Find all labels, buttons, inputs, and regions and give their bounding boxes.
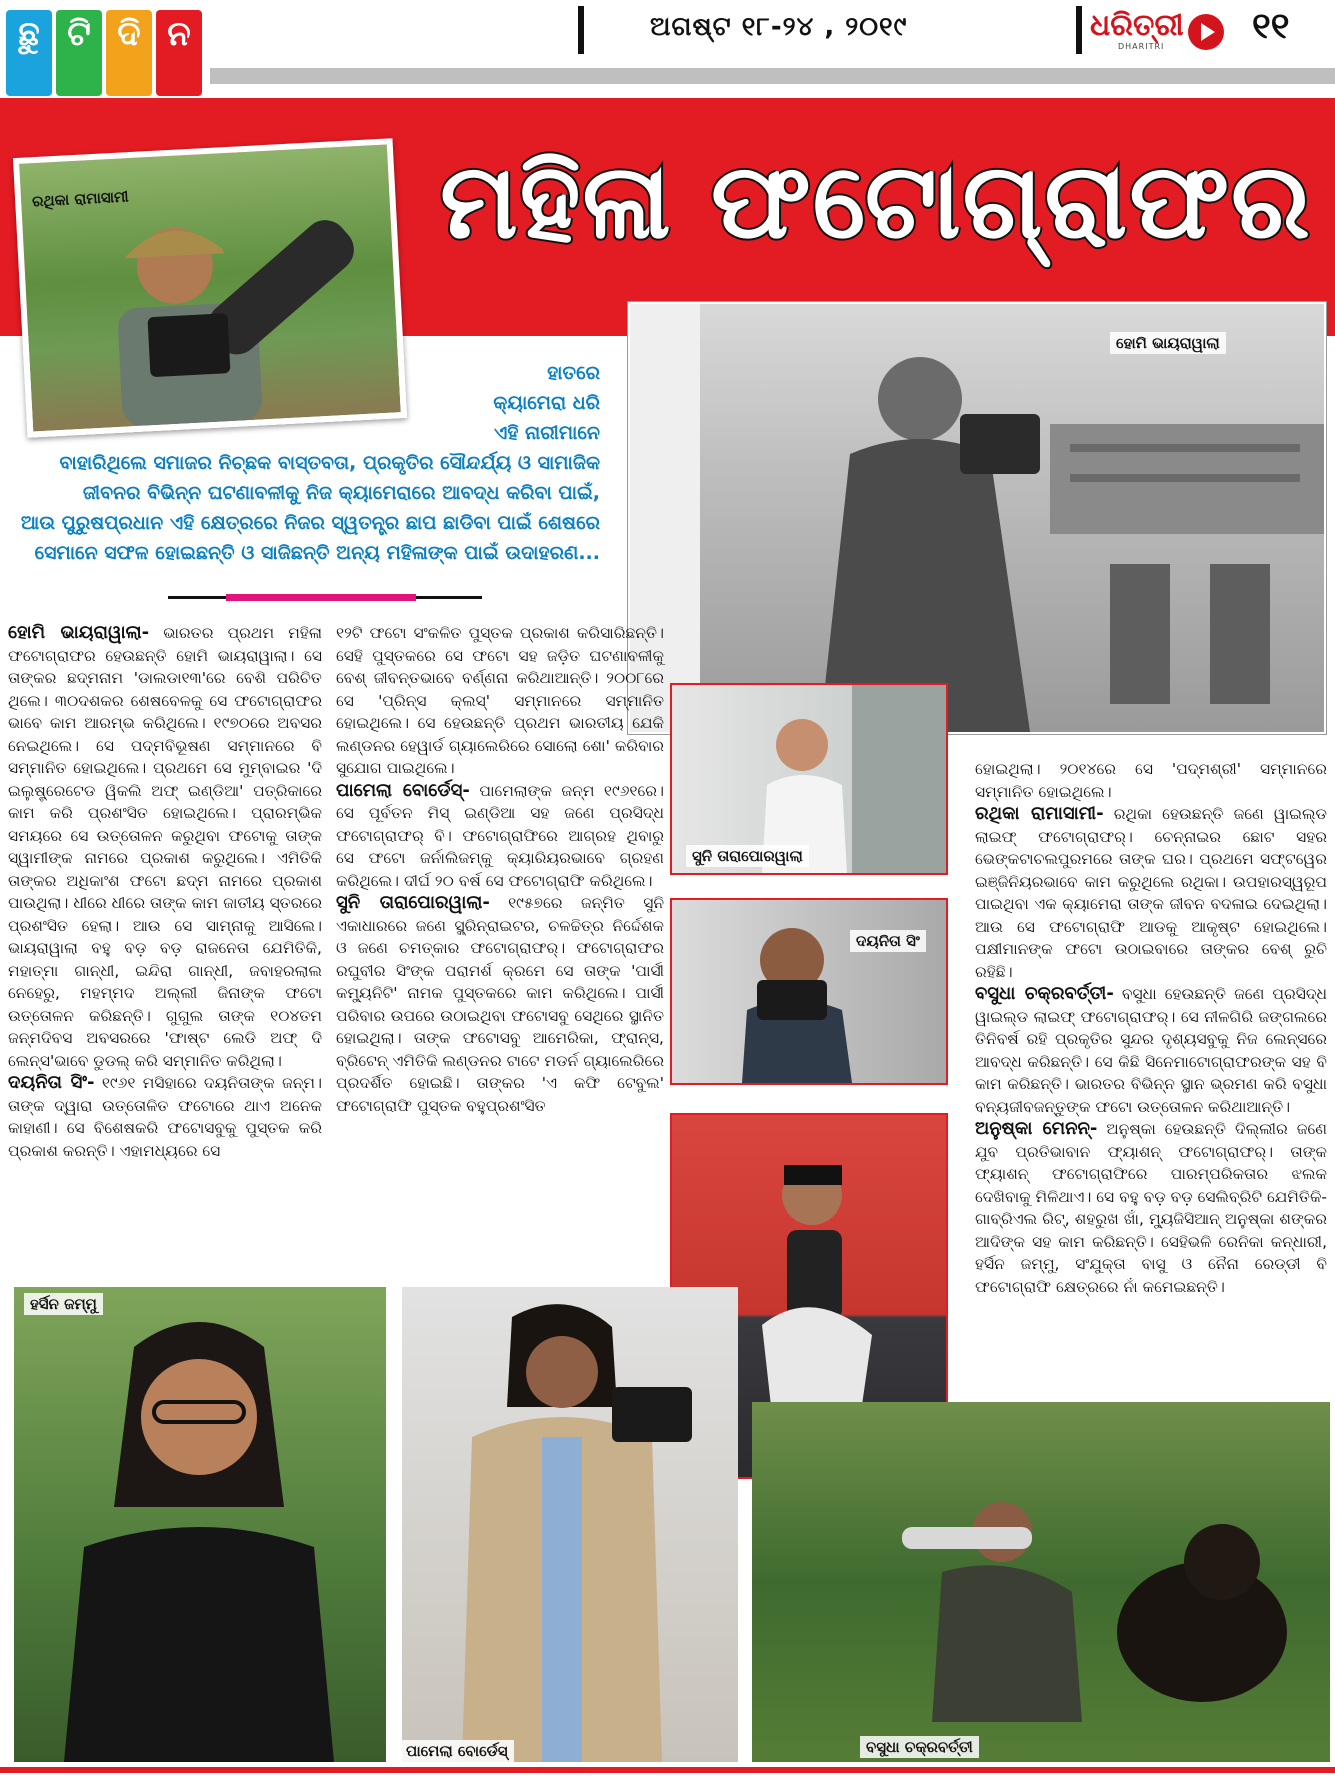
photo-harsheen: [14, 1287, 386, 1762]
photo-harsheen-art: [14, 1287, 386, 1762]
logo-letter: ଟି: [56, 10, 102, 96]
profile-name-pamela: ପାମେଲା ବୋର୍ଡେସ୍-: [336, 779, 470, 801]
intro-line: ଆଉ ପୁରୁଷପ୍ରଧାନ ଏହି କ୍ଷେତ୍ରରେ ନିଜର ସ୍ୱତନ୍ତ୍ର ଛାପ ଛାଡିବା ପାଇଁ ଶେଷରେ: [20, 512, 600, 534]
publication-brand-sub: DHARITRI: [1118, 42, 1165, 51]
caption-dayanita: ଦୟନିତା ସିଂ: [850, 930, 926, 952]
logo-letter: ଦି: [106, 10, 152, 96]
intro-line: ସେମାନେ ସଫଳ ହୋଇଛନ୍ତି ଓ ସାଜିଛନ୍ତି ଅନ୍ୟ ମହିଳାଙ୍କ ପାଇଁ ଉଦାହରଣ...: [34, 542, 600, 564]
profile-name-homai: ହୋମି ଭାୟରାୱାଲା-: [8, 622, 150, 643]
profile-name-sooni: ସୁନି ତାରାପୋରୱାଲା-: [336, 892, 490, 913]
issue-date: ଅଗଷ୍ଟ ୧୮-୨୪ , ୨୦୧୯: [650, 12, 908, 42]
photo-homai: [628, 302, 1326, 734]
bottom-rule: [0, 1767, 1335, 1773]
profile-text-rathika: ରଥିକା ହେଉଛନ୍ତି ଜଣେ ୱାଇଲ୍ଡ ଲାଇଫ୍ ଫଟୋଗ୍ରାଫର୍। ଚେନ୍ନାଇର ଛୋଟ ସହର ଭେଙ୍କଟାଚଲପୁରମରେ ତାଙ୍କ ଘର। ପ୍ରଥମେ ସଫ୍ଟୱେର ଇଞ୍ଜିନିୟରଭାବେ କାମ କରୁଥିଲେ ରଥିକା। ଉପହାରସ୍ୱରୂପ ପାଇଥିବା ଏକ କ୍ୟାମେରା ତାଙ୍କ ଜୀବନ ବଦଳାଇ ଦେଇଥିଲା। ଆଉ ସେ ଫଟୋଗ୍ରାଫି ଆଡକୁ ଆକୃଷ୍ଟ ହୋଇଥିଲେ। ପକ୍ଷୀମାନଙ୍କ ଫଟୋ ଉଠାଇବାରେ ତାଙ୍କର ବେଶ୍ ରୁଚି ରହିଛି।: [975, 805, 1328, 981]
profile-text-sooni-cont: ହୋଇଥିଲା। ୨୦୧୪ରେ ସେ 'ପଦ୍ମଶ୍ରୀ' ସମ୍ମାନରେ ସମ୍ମାନିତ ହୋଇଥିଲେ।: [975, 760, 1327, 801]
caption-sooni: ସୁନି ତାରାପୋରୱାଲା: [686, 845, 809, 867]
intro-divider-accent: [226, 594, 416, 601]
intro-line: ହାତରେ: [547, 362, 600, 384]
intro-line: କ୍ୟାମେରା ଧରି: [493, 392, 600, 414]
publication-brand: ଧରିତ୍ରୀ: [1090, 8, 1184, 43]
profile-text-dayanita: ୧୯୬୧ ମସିହାରେ ଦୟନିତାଙ୍କ ଜନ୍ମ। ତାଙ୍କ ଦ୍ୱାରା ଉତ୍ତୋଳିତ ଫଟୋରେ ଥାଏ ଅନେକ କାହାଣୀ। ସେ ବିଶେଷକରି ଫଟୋସବୁକୁ ପୁସ୍ତକ କରି ପ୍ରକାଶ କରନ୍ତି। ଏହାମଧ୍ୟରେ ସେ: [8, 1074, 322, 1160]
intro-text: [10, 358, 600, 568]
caption-rathika: ରଥିକା ରାମାସାମୀ: [31, 187, 129, 211]
profile-name-vasudha: ବସୁଧା ଚକ୍ରବର୍ତ୍ତୀ-: [975, 983, 1114, 1004]
profile-text-sooni: ୧୯୫୭ରେ ଜନ୍ମିତ ସୁନି ଏକାଧାରରେ ଜଣେ ସ୍କ୍ରିନ୍‌ରାଇଟର, ଚଳଚ୍ଚିତ୍ର ନିର୍ଦ୍ଦେଶକ ଓ ଜଣେ ଚମତ୍କାର ଫଟୋଗ୍ରାଫର୍। ଫଟୋଗ୍ରାଫର ରଘୁବୀର ସିଂଙ୍କ ପରାମର୍ଶ କ୍ରମେ ସେ ତାଙ୍କ 'ପାର୍ସୀ କମ୍ୟୁନିଟି' ନାମକ ପୁସ୍ତକରେ କାମ କରିଥିଲେ। ପାର୍ସୀ ପରିବାର ଉପରେ ଉଠାଇଥିବା ଫଟୋସବୁ ସେଥିରେ ସ୍ଥାନିତ ହୋଇଥିଲା। ତାଙ୍କ ଫଟୋସବୁ ଆମେରିକା, ଫ୍ରାନ୍ସ, ବ୍ରିଟେନ୍ ଏମିତିକି ଲଣ୍ଡନର ଟାଟେ ମଡର୍ନ ଗ୍ୟାଲେରିରେ ପ୍ରଦର୍ଶିତ ହୋଇଛି। ତାଙ୍କର 'ଏ କଫି ଟେବୁଲ' ଫଟୋଗ୍ରାଫି ପୁସ୍ତକ ବହୁପ୍ରଶଂସିତ: [336, 894, 664, 1115]
caption-homai: ହୋମି ଭାୟରାୱାଲା: [1110, 332, 1226, 354]
profile-name-rathika: ରଥିକା ରାମାସାମୀ-: [975, 803, 1104, 824]
section-logo: [6, 0, 216, 100]
photo-pamela-art: [402, 1287, 738, 1762]
profile-text-anushka: ଅନୁଷ୍କା ହେଉଛନ୍ତି ଦିଲ୍ଲୀର ଜଣେ ଯୁବ ପ୍ରତିଭାବାନ ଫ୍ୟାଶନ୍ ଫଟୋଗ୍ରାଫର୍। ତାଙ୍କ ଫ୍ୟାଶନ୍ ଫଟୋଗ୍ରାଫିରେ ପାରମ୍ପରିକତାର ଝଲକ ଦେଖିବାକୁ ମିଳିଥାଏ। ସେ ବହୁ ବଡ଼ ବଡ଼ ସେଲିବ୍ରିଟି ଯେମିତିକି- ଗାବ୍ରିଏଲ ରିଟ୍, ଶହରୁଖ ଖାଁ, ମ୍ୟୁଜିସିଆନ୍ ଅନୁଷ୍କା ଶଙ୍କର ଆଦିଙ୍କ ସହ କାମ କରିଛନ୍ତି। ସେହିଭଳି ରେନିକା କନ୍ଧାରୀ, ହର୍ସିନ ଜମ୍ମୁ, ସଂଯୁକ୍ତା ବାସୁ ଓ ନୈନା ରେଡ୍ଡୀ ବି ଫଟୋଗ୍ରାଫି କ୍ଷେତ୍ରରେ ନାଁ କମେଇଛନ୍ତି।: [975, 1120, 1327, 1296]
article-column-2: [336, 622, 664, 1117]
logo-letter: ଛୁ: [6, 10, 52, 96]
intro-line: ଏହି ନାରୀମାନେ: [493, 422, 600, 444]
masthead-divider: [1076, 6, 1082, 54]
photo-dayanita-art: [672, 900, 946, 1083]
masthead-band: [210, 68, 1335, 84]
caption-harsheen: ହର୍ସିନ ଜମ୍ମୁ: [24, 1293, 103, 1315]
article-column-1: [8, 622, 322, 1162]
caption-vasudha: ବସୁଧା ଚକ୍ରବର୍ତ୍ତୀ: [860, 1736, 979, 1758]
profile-name-dayanita: ଦୟନିତା ସିଂ-: [8, 1072, 95, 1093]
photo-homai-art: [630, 304, 1324, 732]
article-column-3: [975, 758, 1327, 1298]
profile-text-homai: ଭାରତର ପ୍ରଥମ ମହିଳା ଫଟୋଗ୍ରାଫର ହେଉଛନ୍ତି ହୋମି ଭାୟରାୱାଲା। ସେ ତାଙ୍କର ଛଦ୍ମନାମ 'ଡାଲଡା୧୩'ରେ ବେଶି ପରିଚିତ ଥିଲେ। ୩୦ଦଶକର ଶେଷବେଳକୁ ସେ ଫଟୋଗ୍ରାଫର ଭାବେ କାମ ଆରମ୍ଭ କରିଥିଲେ। ୧୯୭୦ରେ ଅବସର ନେଇଥିଲେ। ସେ ପଦ୍ମବିଭୂଷଣ ସମ୍ମାନରେ ବି ସମ୍ମାନିତ ହୋଇଥିଲେ। ପ୍ରଥମେ ସେ ମୁମ୍ବାଇର 'ଦି ଇଲୁଷ୍ଟ୍ରେଟେଡ ୱିକଲି ଅଫ୍ ଇଣ୍ଡିଆ' ପତ୍ରିକାରେ କାମ କରି ପ୍ରଶଂସିତ ହୋଇଥିଲେ। ପ୍ରାରମ୍ଭିକ ସମୟରେ ସେ ଉତ୍ତୋଳନ କରୁଥିବା ଫଟୋକୁ ତାଙ୍କ ସ୍ୱାମୀଙ୍କ ନାମରେ ପ୍ରକାଶ କରୁଥିଲେ। ଏମିତିକି ତାଙ୍କର ଅଧିକାଂଶ ଫଟୋ ଛଦ୍ମ ନାମରେ ପ୍ରକାଶ ପାଉଥିଲା। ଧୀରେ ଧୀରେ ତାଙ୍କ କାମ ଜାତୀୟ ସ୍ତରରେ ପ୍ରଶଂସିତ ହେଲା। ଆଉ ସେ ସାମ୍ନାକୁ ଆସିଲେ। ଭାୟରାୱାଲା ବହୁ ବଡ଼ ବଡ଼ ରାଜନେତା ଯେମିତିକି, ମହାତ୍ମା ଗାନ୍ଧୀ, ଇନ୍ଦିରା ଗାନ୍ଧୀ, ଜବାହରଲାଲ ନେହେରୁ, ମହମ୍ମଦ ଅଲ୍ଲୀ ଜିନାଙ୍କ ଫଟୋ ଉତ୍ତୋଳନ କରିଛନ୍ତି। ଗୁଗୁଲ ତାଙ୍କ ୧୦୪ତମ ଜନ୍ମଦିବସ ଅବସରରେ 'ଫାଷ୍ଟ ଲେଡି ଅଫ୍ ଦି ଲେନ୍ସ'ଭାବେ ଡୁଡଲ୍ କରି ସମ୍ମାନିତ କରିଥିଲା।: [8, 624, 322, 1070]
caption-pamela: ପାମେଲା ବୋର୍ଡେସ୍: [400, 1740, 514, 1762]
profile-name-anushka: ଅନୁଷ୍କା ମେନନ୍-: [975, 1118, 1098, 1139]
profile-text-dayanita-cont: ୧୨ଟି ଫଟୋ ସଂକଳିତ ପୁସ୍ତକ ପ୍ରକାଶ କରିସାରିଛନ୍ତି। ସେହି ପୁସ୍ତକରେ ସେ ଫଟୋ ସହ ଜଡ଼ିତ ଘଟଣାବଳୀକୁ ବେଶ୍ ଜୀବନ୍ତଭାବେ ବର୍ଣ୍ଣନା କରିଥାଆନ୍ତି। ୨୦୦୮ରେ ସେ 'ପ୍ରିନ୍ସ କ୍ଲସ୍' ସମ୍ମାନରେ ସମ୍ମାନିତ ହୋଇଥିଲେ। ସେ ହେଉଛନ୍ତି ପ୍ରଥମ ଭାରତୀୟ ଯେକି ଲଣ୍ଡନର ହେୱାର୍ଡ ଗ୍ୟାଲେରିରେ ସୋଲୋ ଶୋ' କରିବାର ସୁଯୋଗ ପାଇଥିଲେ।: [336, 624, 664, 777]
photo-vasudha-art: [752, 1402, 1330, 1762]
photo-dayanita: [670, 898, 948, 1085]
headline: ମହିଳା ଫଟୋଗ୍ରାଫର: [440, 140, 1312, 262]
profile-text-pamela: ପାମେଲାଙ୍କ ଜନ୍ମ ୧୯୬୧ରେ। ସେ ପୂର୍ବତନ ମିସ୍ ଇଣ୍ଡିଆ ସହ ଜଣେ ପ୍ରସିଦ୍ଧ ଫଟୋଗ୍ରାଫର୍ ବି। ଫଟୋଗ୍ରାଫିରେ ଆଗ୍ରହ ଥିବାରୁ ସେ ଫଟୋ ଜର୍ନାଲିଜମ୍‌କୁ କ୍ୟାରିୟରଭାବେ ଗ୍ରହଣ କରିଥିଲେ। ଦୀର୍ଘ ୨୦ ବର୍ଷ ସେ ଫଟୋଗ୍ରାଫି କରିଥିଲେ।: [336, 781, 665, 890]
logo-letter: ନ: [156, 10, 202, 96]
profile-text-vasudha: ବସୁଧା ହେଉଛନ୍ତି ଜଣେ ପ୍ରସିଦ୍ଧ ୱାଇଲ୍ଡ ଲାଇଫ୍ ଫଟୋଗ୍ରାଫର୍। ସେ ନୀଳଗିରି ଜଙ୍ଗଲରେ ତିନିବର୍ଷ ରହି ପ୍ରକୃତିର ସୁନ୍ଦର ଦୃଶ୍ୟସବୁକୁ ନିଜ ଲେନ୍ସରେ ଆବଦ୍ଧ କରିଛନ୍ତି। ସେ କିଛି ସିନେମାଟୋଗ୍ରାଫରଙ୍କ ସହ ବି କାମ କରିଛନ୍ତି। ଭାରତର ବିଭିନ୍ନ ସ୍ଥାନ ଭ୍ରମଣ କରି ବସୁଧା ବନ୍ୟଜୀବଜନ୍ତୁଙ୍କ ଫଟୋ ଉତ୍ତୋଳନ କରିଥାଆନ୍ତି।: [975, 985, 1327, 1116]
intro-line: ବାହାରିଥିଲେ ସମାଜର ନିଚ୍ଛକ ବାସ୍ତବତା, ପ୍ରକୃତିର ସୌନ୍ଦର୍ଯ୍ୟ ଓ ସାମାଜିକ: [59, 452, 600, 474]
photo-vasudha: [752, 1402, 1330, 1762]
masthead-divider: [578, 6, 584, 54]
intro-line: ଜୀବନର ବିଭିନ୍ନ ଘଟଣାବଳୀକୁ ନିଜ କ୍ୟାମେରାରେ ଆବଦ୍ଧ କରିବା ପାଇଁ,: [82, 482, 600, 504]
photo-pamela: [402, 1287, 738, 1762]
page-number: ୧୧: [1252, 6, 1290, 47]
play-icon: [1188, 14, 1224, 50]
